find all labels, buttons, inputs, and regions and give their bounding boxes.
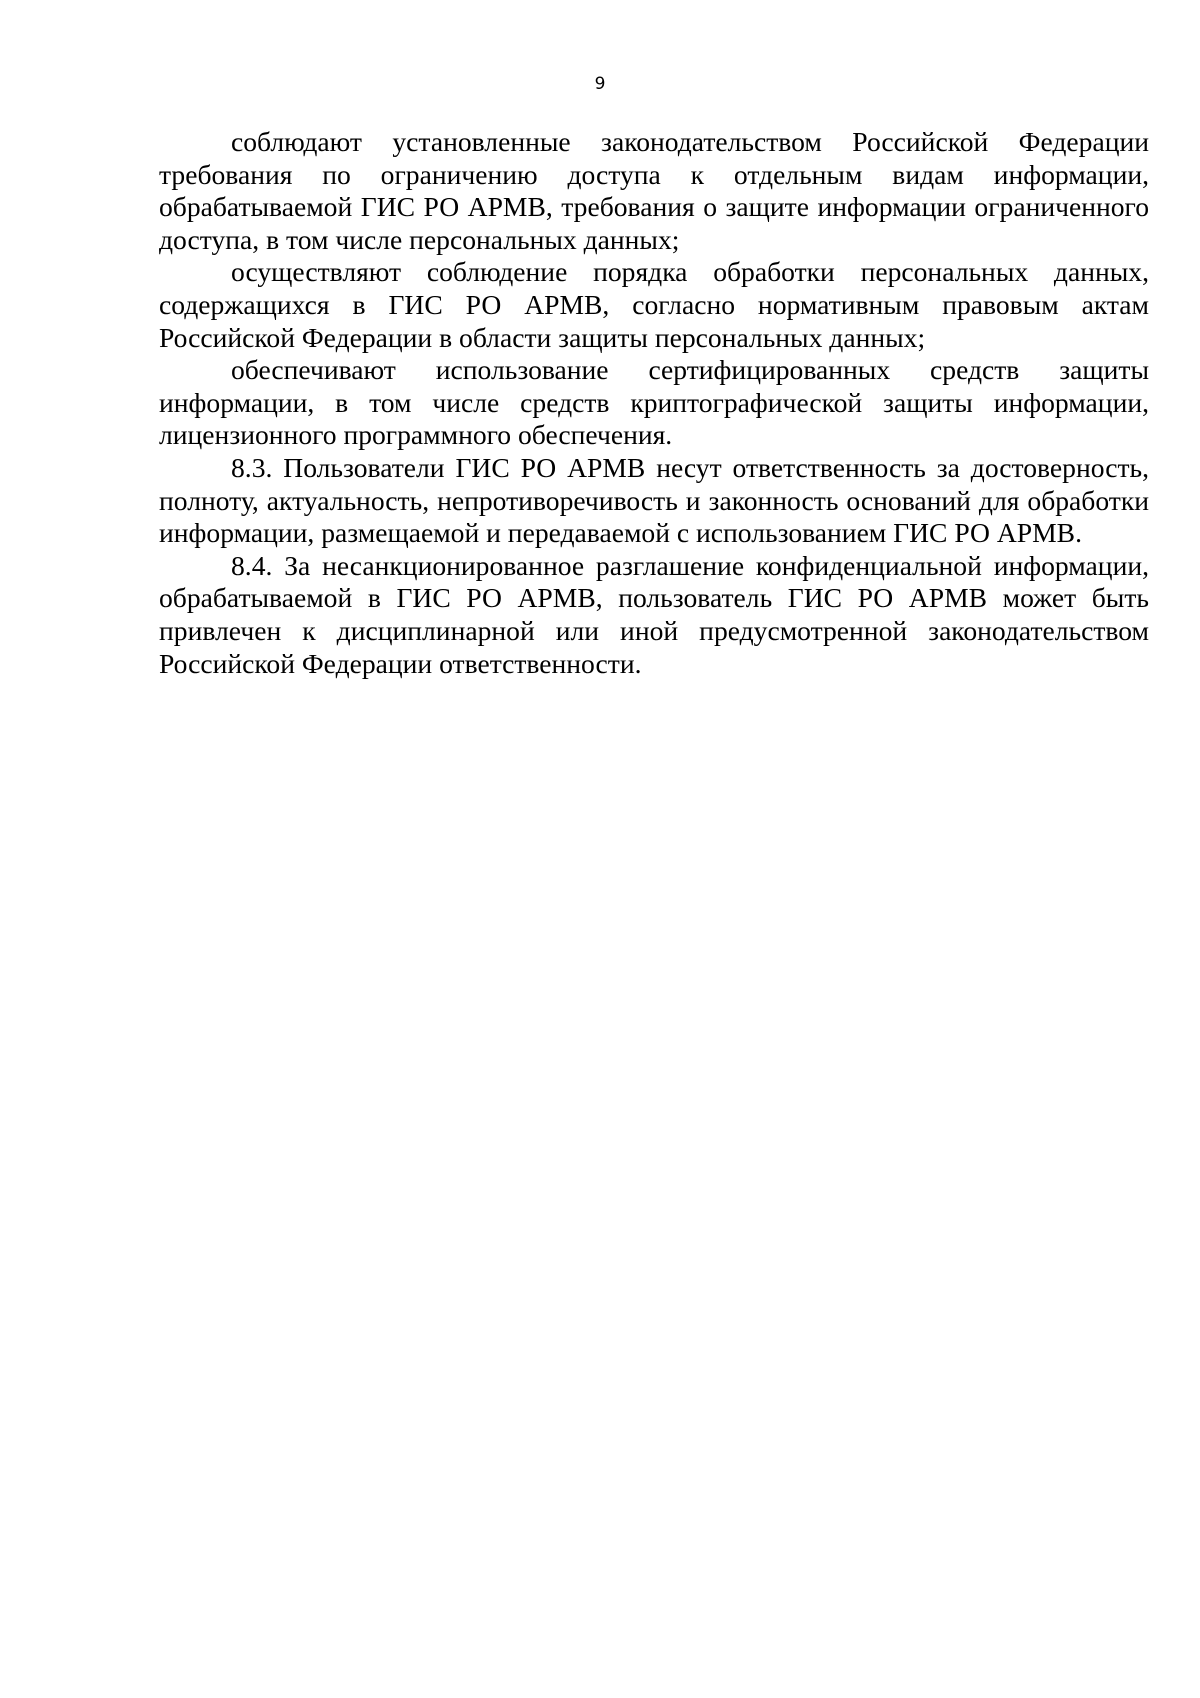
paragraph-information-access-requirements: соблюдают установленные законодательством Российской Федерации требования по ограничению доступа к отдельным видам информации, обрабатываемой ГИС РО АРМВ, требования о защите информации ограниченного доступа, в том числе персональных данных; — [159, 126, 1149, 255]
document-body — [159, 126, 1149, 680]
paragraph-certified-protection-means: обеспечивают использование сертифицированных средств защиты информации, в том числе средств криптографической защиты информации, лицензионного программного обеспечения. — [159, 354, 1149, 451]
paragraph-8-4-disclosure-liability: 8.4. За несанкционированное разглашение конфиденциальной информации, обрабатываемой в ГИС РО АРМВ, пользователь ГИС РО АРМВ может быть привлечен к дисциплинарной или иной предусмотренной законодательством Российской Федерации ответственности. — [159, 549, 1149, 679]
paragraph-8-3-user-responsibility: 8.3. Пользователи ГИС РО АРМВ несут ответственность за достоверность, полноту, актуальность, непротиворечивость и законность оснований для обработки информации, размещаемой и передаваемой с использованием ГИС РО АРМВ. — [159, 451, 1149, 549]
page-number: 9 — [594, 74, 606, 94]
paragraph-personal-data-processing: осуществляют соблюдение порядка обработки персональных данных, содержащихся в ГИС РО АРМВ, согласно нормативным правовым актам Российской Федерации в области защиты персональных данных; — [159, 256, 1149, 353]
